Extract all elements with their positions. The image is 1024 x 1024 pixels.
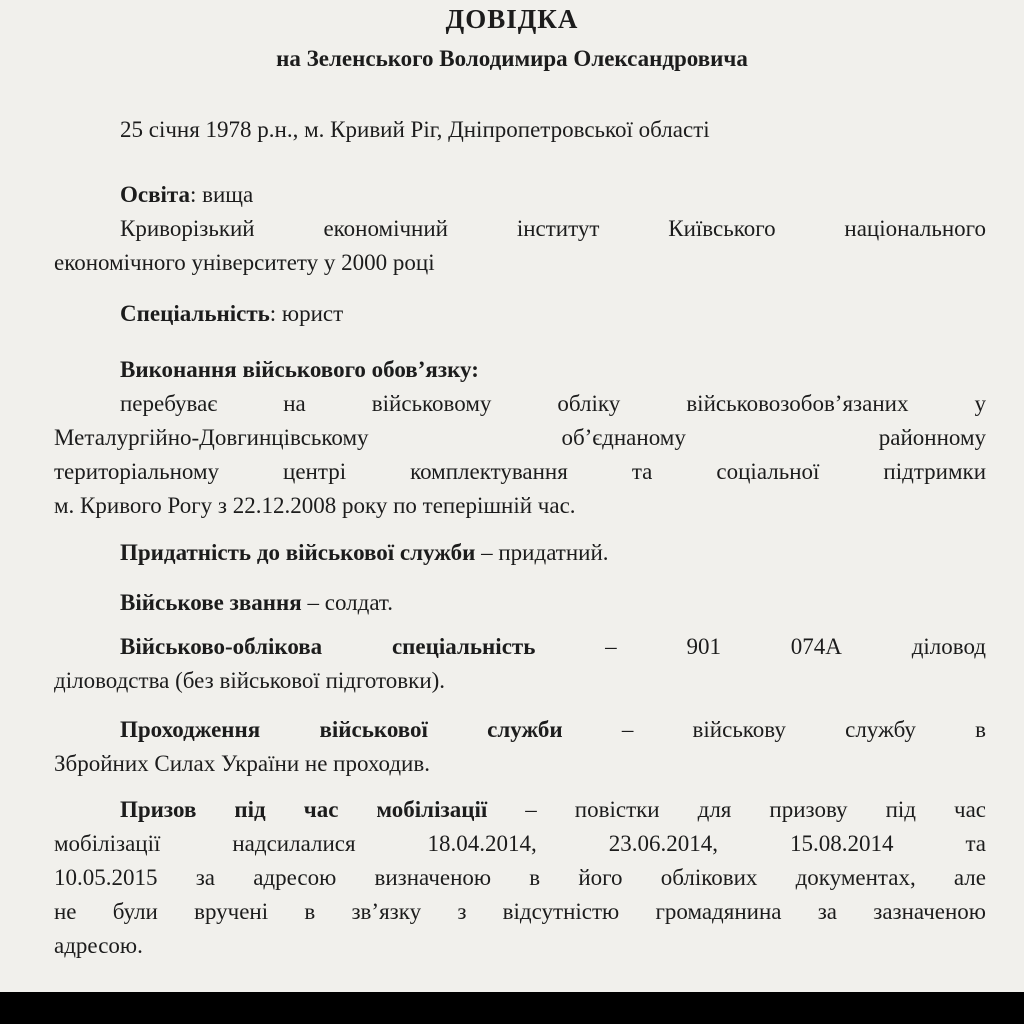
mos-value: – 901 074А діловод bbox=[535, 634, 987, 659]
mobilization-line-3: 10.05.2015 за адресою визначеною в його облікових документах, але bbox=[54, 865, 986, 890]
mobilization-label: Призов під час мобілізації bbox=[120, 797, 488, 822]
rank-value: – солдат. bbox=[301, 590, 394, 615]
mos-line-2: діловодства (без військової підготовки). bbox=[54, 668, 446, 693]
mos-label: Військово-облікова спеціальність bbox=[120, 634, 536, 659]
rank-label: Військове звання bbox=[120, 590, 302, 615]
mos-line-1 bbox=[54, 630, 986, 664]
fitness-label: Придатність до військової служби bbox=[120, 540, 476, 565]
document-subtitle: на Зеленського Володимира Олександровича bbox=[276, 46, 748, 71]
bottom-black-bar bbox=[0, 992, 1024, 1024]
service-label: Проходження військової служби bbox=[120, 717, 563, 742]
education-line-1: Криворізький економічний інститут Київського національного bbox=[120, 216, 986, 241]
education-section bbox=[54, 178, 986, 280]
specialty-value: : юрист bbox=[269, 301, 344, 326]
birth-line: 25 січня 1978 р.н., м. Кривий Ріг, Дніпропетровської області bbox=[120, 117, 710, 142]
military-duty-line-1: перебуває на військовому обліку військовозобов’язаних у bbox=[120, 391, 986, 416]
service-value: – військову службу в bbox=[562, 717, 986, 742]
military-duty-line-2: Металургійно-Довгинцівському об’єднаному районному bbox=[54, 425, 986, 450]
military-duty-label: Виконання військового обов’язку: bbox=[120, 357, 479, 382]
service-section bbox=[54, 713, 986, 781]
fitness-value: – придатний. bbox=[475, 540, 609, 565]
mobilization-section bbox=[54, 793, 986, 963]
military-duty-line-3: територіальному центрі комплектування та соціальної підтримки bbox=[54, 459, 986, 484]
military-duty-line-4: м. Кривого Рогу з 22.12.2008 року по теперішній час. bbox=[54, 493, 576, 518]
fitness-section bbox=[54, 536, 986, 570]
mobilization-line-1 bbox=[54, 793, 986, 827]
service-line-2: Збройних Силах України не проходив. bbox=[54, 751, 430, 776]
education-value: : вища bbox=[190, 182, 254, 207]
military-duty-section bbox=[54, 353, 986, 523]
education-label: Освіта bbox=[120, 182, 190, 207]
mobilization-value: – повістки для призову під час bbox=[487, 797, 986, 822]
specialty-section bbox=[54, 297, 986, 331]
mobilization-line-4: не були вручені в зв’язку з відсутністю громадянина за зазначеною bbox=[54, 899, 986, 924]
service-line-1 bbox=[54, 713, 986, 747]
rank-section bbox=[54, 586, 986, 620]
specialty-label: Спеціальність bbox=[120, 301, 270, 326]
document-title: ДОВІДКА bbox=[445, 4, 579, 34]
mobilization-line-5: адресою. bbox=[54, 933, 143, 958]
mobilization-line-2: мобілізації надсилалися 18.04.2014, 23.06.2014, 15.08.2014 та bbox=[54, 831, 986, 856]
mos-section bbox=[54, 630, 986, 698]
education-line-2: економічного університету у 2000 році bbox=[54, 250, 435, 275]
